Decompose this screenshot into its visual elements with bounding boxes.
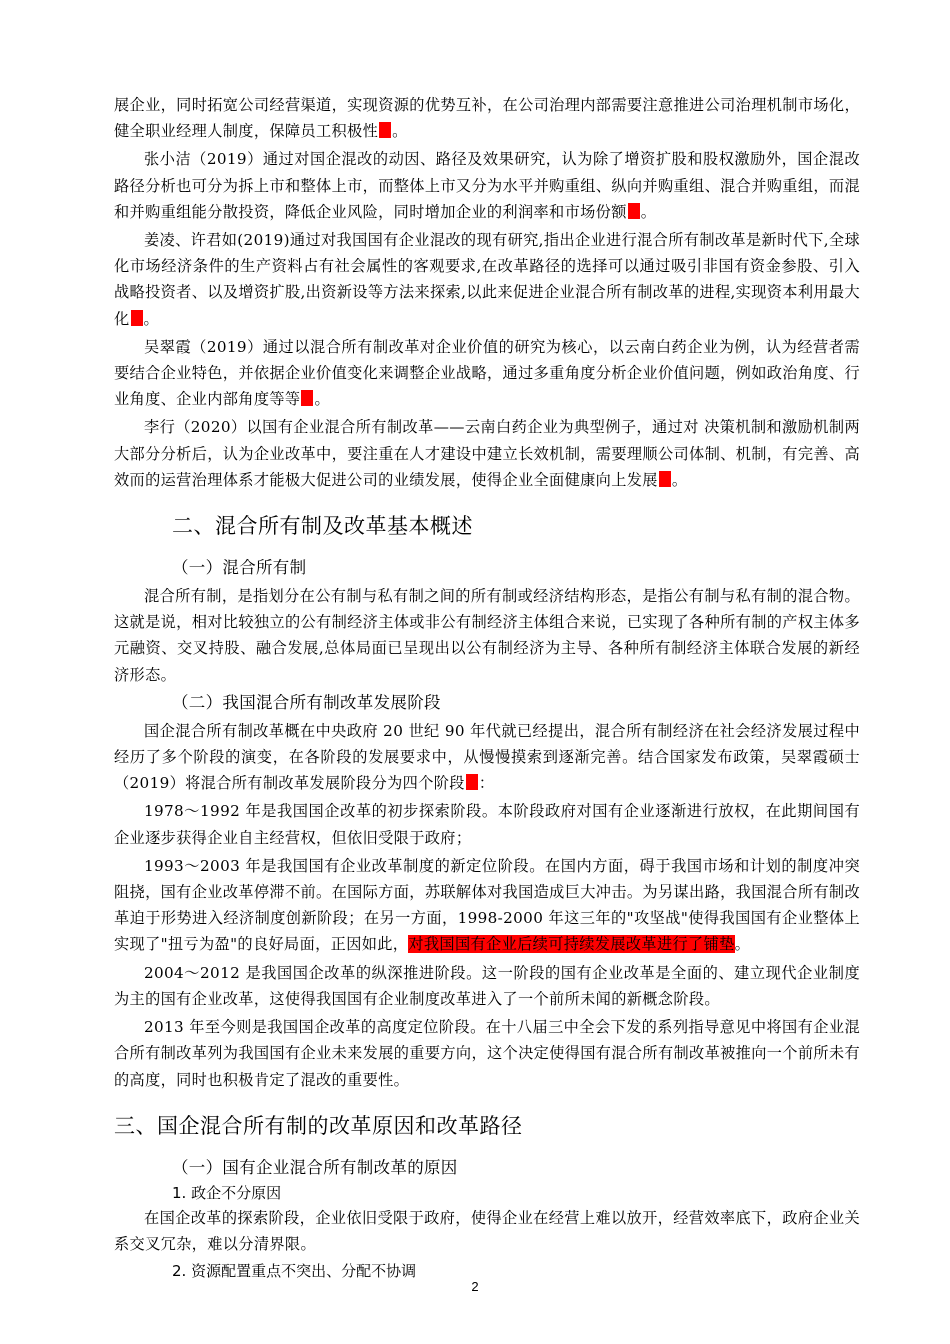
- body-paragraph: [114, 92, 860, 144]
- body-paragraph: 2013 年至今则是我国国企改革的高度定位阶段。在十八届三中全会下发的系列指导意见中将国有企业混合所有制改革列为我国国有企业未来发展的重要方向，这个决定使得国有混合所有制改革被推向一个前所未有的高度，同时也积极肯定了混改的重要性。: [114, 1018, 860, 1089]
- citation-marker: [301, 390, 313, 406]
- body-paragraph: [114, 334, 860, 413]
- citation-marker: [628, 203, 640, 219]
- item-heading: 2. 资源配置重点不突出、分配不协调: [172, 1262, 417, 1281]
- body-paragraph: [114, 853, 860, 958]
- paragraph-tail: ：: [478, 774, 495, 793]
- paragraph-tail: 。: [143, 309, 160, 328]
- paragraph-tail: 。: [734, 935, 751, 954]
- paragraph-text: 李行（2020）以国有企业混合所有制改革——云南白药企业为典型例子，通过对 决策机制和激励机制两大部分分析后，认为企业改革中，要注重在人才建设中建立长效机制，需要理顺公司体制、机制，有完善、高效而的运营治理体系才能极大促进公司的业绩发展，使得企业全面健康向上发展: [114, 418, 860, 489]
- document-page: [114, 92, 860, 1283]
- paragraph-text: 国企混合所有制改革概在中央政府 20 世纪 90 年代就已经提出，混合所有制经济在社会经济发展过程中经历了多个阶段的演变，在各阶段的发展要求中，从慢慢摸索到逐渐完善。结合国家发布政策，吴翠霞硕士（2019）将混合所有制改革发展阶段分为四个阶段: [114, 721, 860, 793]
- body-paragraph: 2004～2012 是我国国企改革的纵深推进阶段。这一阶段的国有企业改革是全面的、建立现代企业制度为主的国有企业改革，这使得我国国有企业制度改革进入了一个前所未闻的新概念阶段。: [114, 963, 860, 1008]
- section-heading: 三、国企混合所有制的改革原因和改革路径: [114, 1113, 523, 1138]
- body-paragraph: 混合所有制，是指划分在公有制与私有制之间的所有制或经济结构形态，是指公有制与私有制的混合物。这就是说，相对比较独立的公有制经济主体或非公有制经济主体组合来说，已实现了各种所有制的产权主体多元融资、交叉持股、融合发展,总体局面已呈现出以公有制经济为主导、各种所有制经济主体联合发展的新经济形态。: [114, 587, 860, 684]
- subsection-heading: （一）国有企业混合所有制改革的原因: [172, 1157, 458, 1177]
- paragraph-text: 张小洁（2019）通过对国企混改的动因、路径及效果研究，认为除了增资扩股和股权激励外，国企混改路径分析也可分为拆上市和整体上市，而整体上市又分为水平并购重组、纵向并购重组、混合并购重组，而混和并购重组能分散投资，降低企业风险，同时增加企业的利润率和市场份额: [114, 150, 860, 221]
- paragraph-text: 吴翠霞（2019）通过以混合所有制改革对企业价值的研究为核心，以云南白药企业为例，认为经营者需要结合企业特色，并依据企业价值变化来调整企业战略，通过多重角度分析企业价值问题，例如政治角度、行业角度、企业内部角度等等: [114, 337, 860, 409]
- item-heading: 1. 政企不分原因: [172, 1183, 282, 1202]
- body-paragraph: [114, 414, 860, 493]
- paragraph-text: 姜凌、许君如(2019)通过对我国国有企业混改的现有研究,指出企业进行混合所有制改革是新时代下,全球化市场经济条件的生产资料占有社会属性的客观要求,在改革路径的选择可以通过吸引非国有资金参股、引入战略投资者、以及增资扩股,出资新设等方法来探索,以此来促进企业混合所有制改革的进程,实现资本利用最大化: [114, 231, 860, 328]
- paragraph-tail: 。: [392, 122, 408, 141]
- body-paragraph: 在国企改革的探索阶段，企业依旧受限于政府，使得企业在经营上难以放开，经营效率底下，政府企业关系交叉冗杂，难以分清界限。: [114, 1208, 860, 1253]
- body-paragraph: [114, 227, 860, 332]
- citation-marker: [466, 774, 478, 790]
- section-heading: 二、混合所有制及改革基本概述: [172, 514, 473, 539]
- body-paragraph: [114, 146, 860, 225]
- page-number: 2: [471, 1279, 479, 1294]
- citation-marker: [379, 122, 391, 138]
- paragraph-text: 展企业，同时拓宽公司经营渠道，实现资源的优势互补，在公司治理内部需要注意推进公司治理机制市场化，健全职业经理人制度，保障员工积极性: [114, 96, 860, 141]
- subsection-heading: （二）我国混合所有制改革发展阶段: [172, 692, 441, 712]
- paragraph-tail: 。: [314, 390, 330, 409]
- highlighted-text: 对我国国有企业后续可持续发展改革进行了铺垫: [408, 935, 735, 954]
- paragraph-text: 1993～2003 年是我国国有企业改革制度的新定位阶段。在国内方面，碍于我国市场和计划的制度冲突阻挠，国有企业改革停滞不前。在国际方面，苏联解体对我国造成巨大冲击。为另谋出路，我国混合所有制改革迫于形势进入经济制度创新阶段；在另一方面，1998-2000 年这三年的"攻坚战"使得我国国有企业整体上实现了"扭亏为盈"的良好局面，正因如此，: [114, 856, 860, 954]
- paragraph-tail: 。: [671, 470, 688, 489]
- citation-marker: [131, 310, 143, 326]
- subsection-heading: （一）混合所有制: [172, 558, 307, 578]
- body-paragraph: 1978～1992 年是我国国企改革的初步探索阶段。本阶段政府对国有企业逐渐进行放权，在此期间国有企业逐步获得企业自主经营权，但依旧受限于政府；: [114, 802, 860, 847]
- citation-marker: [659, 471, 671, 487]
- body-paragraph: [114, 718, 860, 797]
- paragraph-tail: 。: [640, 202, 657, 221]
